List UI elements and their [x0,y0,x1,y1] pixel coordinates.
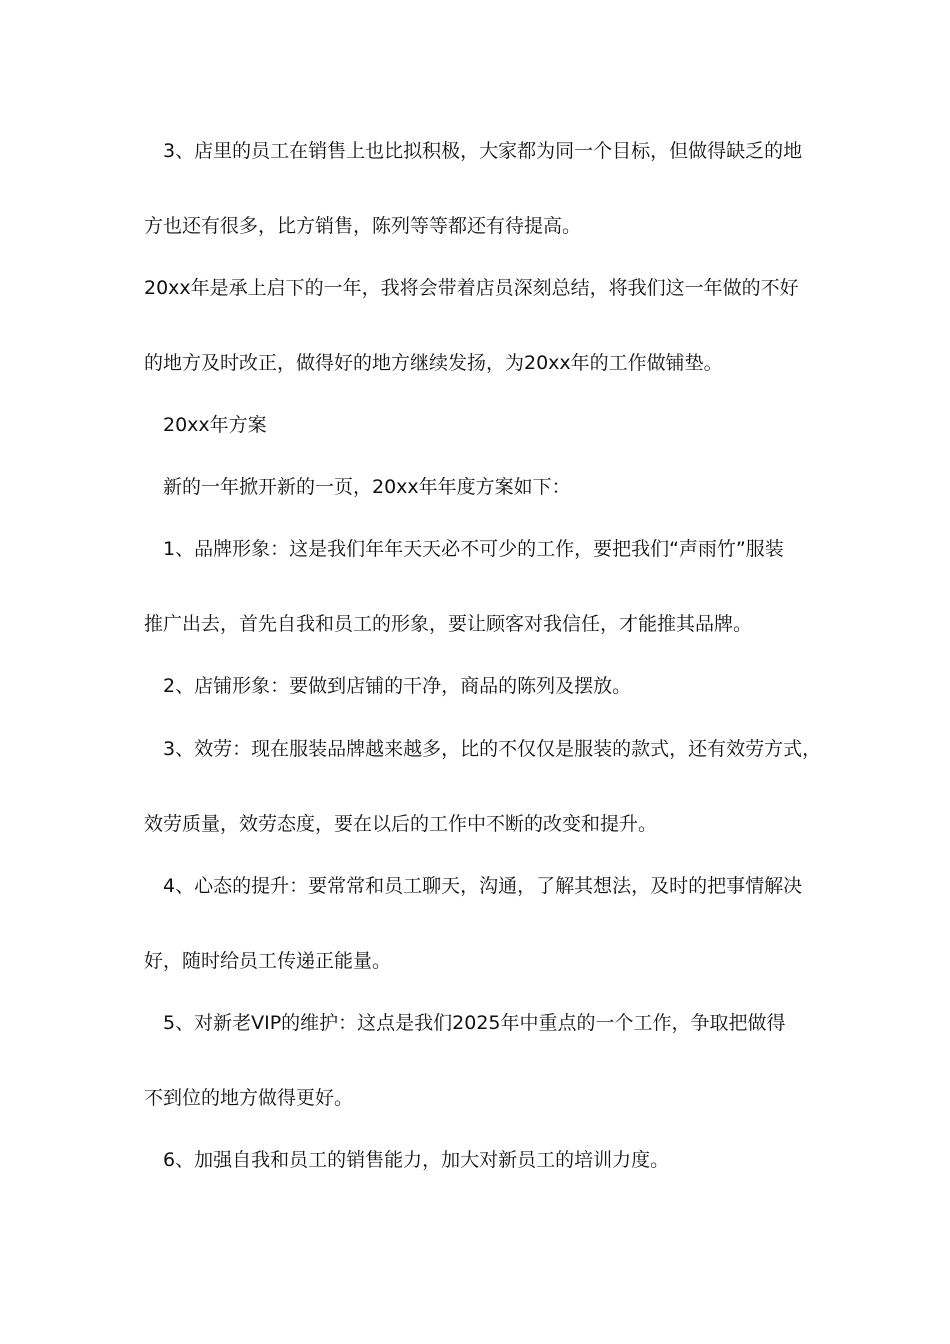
paragraph-line: 20xx年是承上启下的一年，我将会带着店员深刻总结，将我们这一年做的不好 [144,277,799,299]
list-item: 3、效劳：现在服装品牌越来越多，比的不仅仅是服装的款式，还有效劳方式， [163,738,822,760]
paragraph-line: 新的一年掀开新的一页，20xx年年度方案如下： [163,476,571,498]
paragraph-line: 的地方及时改正，做得好的地方继续发扬，为20xx年的工作做铺垫。 [144,352,723,374]
paragraph-line: 推广出去，首先自我和员工的形象，要让顾客对我信任，才能推其品牌。 [144,613,753,635]
paragraph-line: 好，随时给员工传递正能量。 [144,950,392,972]
list-item: 5、对新老VIP的维护：这点是我们2025年中重点的一个工作，争取把做得 [163,1012,786,1034]
list-item: 1、品牌形象：这是我们年年天天必不可少的工作，要把我们“声雨竹”服装 [163,538,784,560]
paragraph-line: 效劳质量，效劳态度，要在以后的工作中不断的改变和提升。 [144,813,658,835]
paragraph-line: 不到位的地方做得更好。 [144,1087,354,1109]
section-heading: 20xx年方案 [163,414,267,436]
list-item: 2、店铺形象：要做到店铺的干净，商品的陈列及摆放。 [163,675,632,697]
list-item: 4、心态的提升：要常常和员工聊天，沟通，了解其想法，及时的把事情解决 [163,875,803,897]
list-item: 6、加强自我和员工的销售能力，加大对新员工的培训力度。 [163,1149,670,1171]
paragraph-line: 3、店里的员工在销售上也比拟积极，大家都为同一个目标，但做得缺乏的地 [163,140,803,162]
paragraph-line: 方也还有很多，比方销售，陈列等等都还有待提高。 [144,215,582,237]
